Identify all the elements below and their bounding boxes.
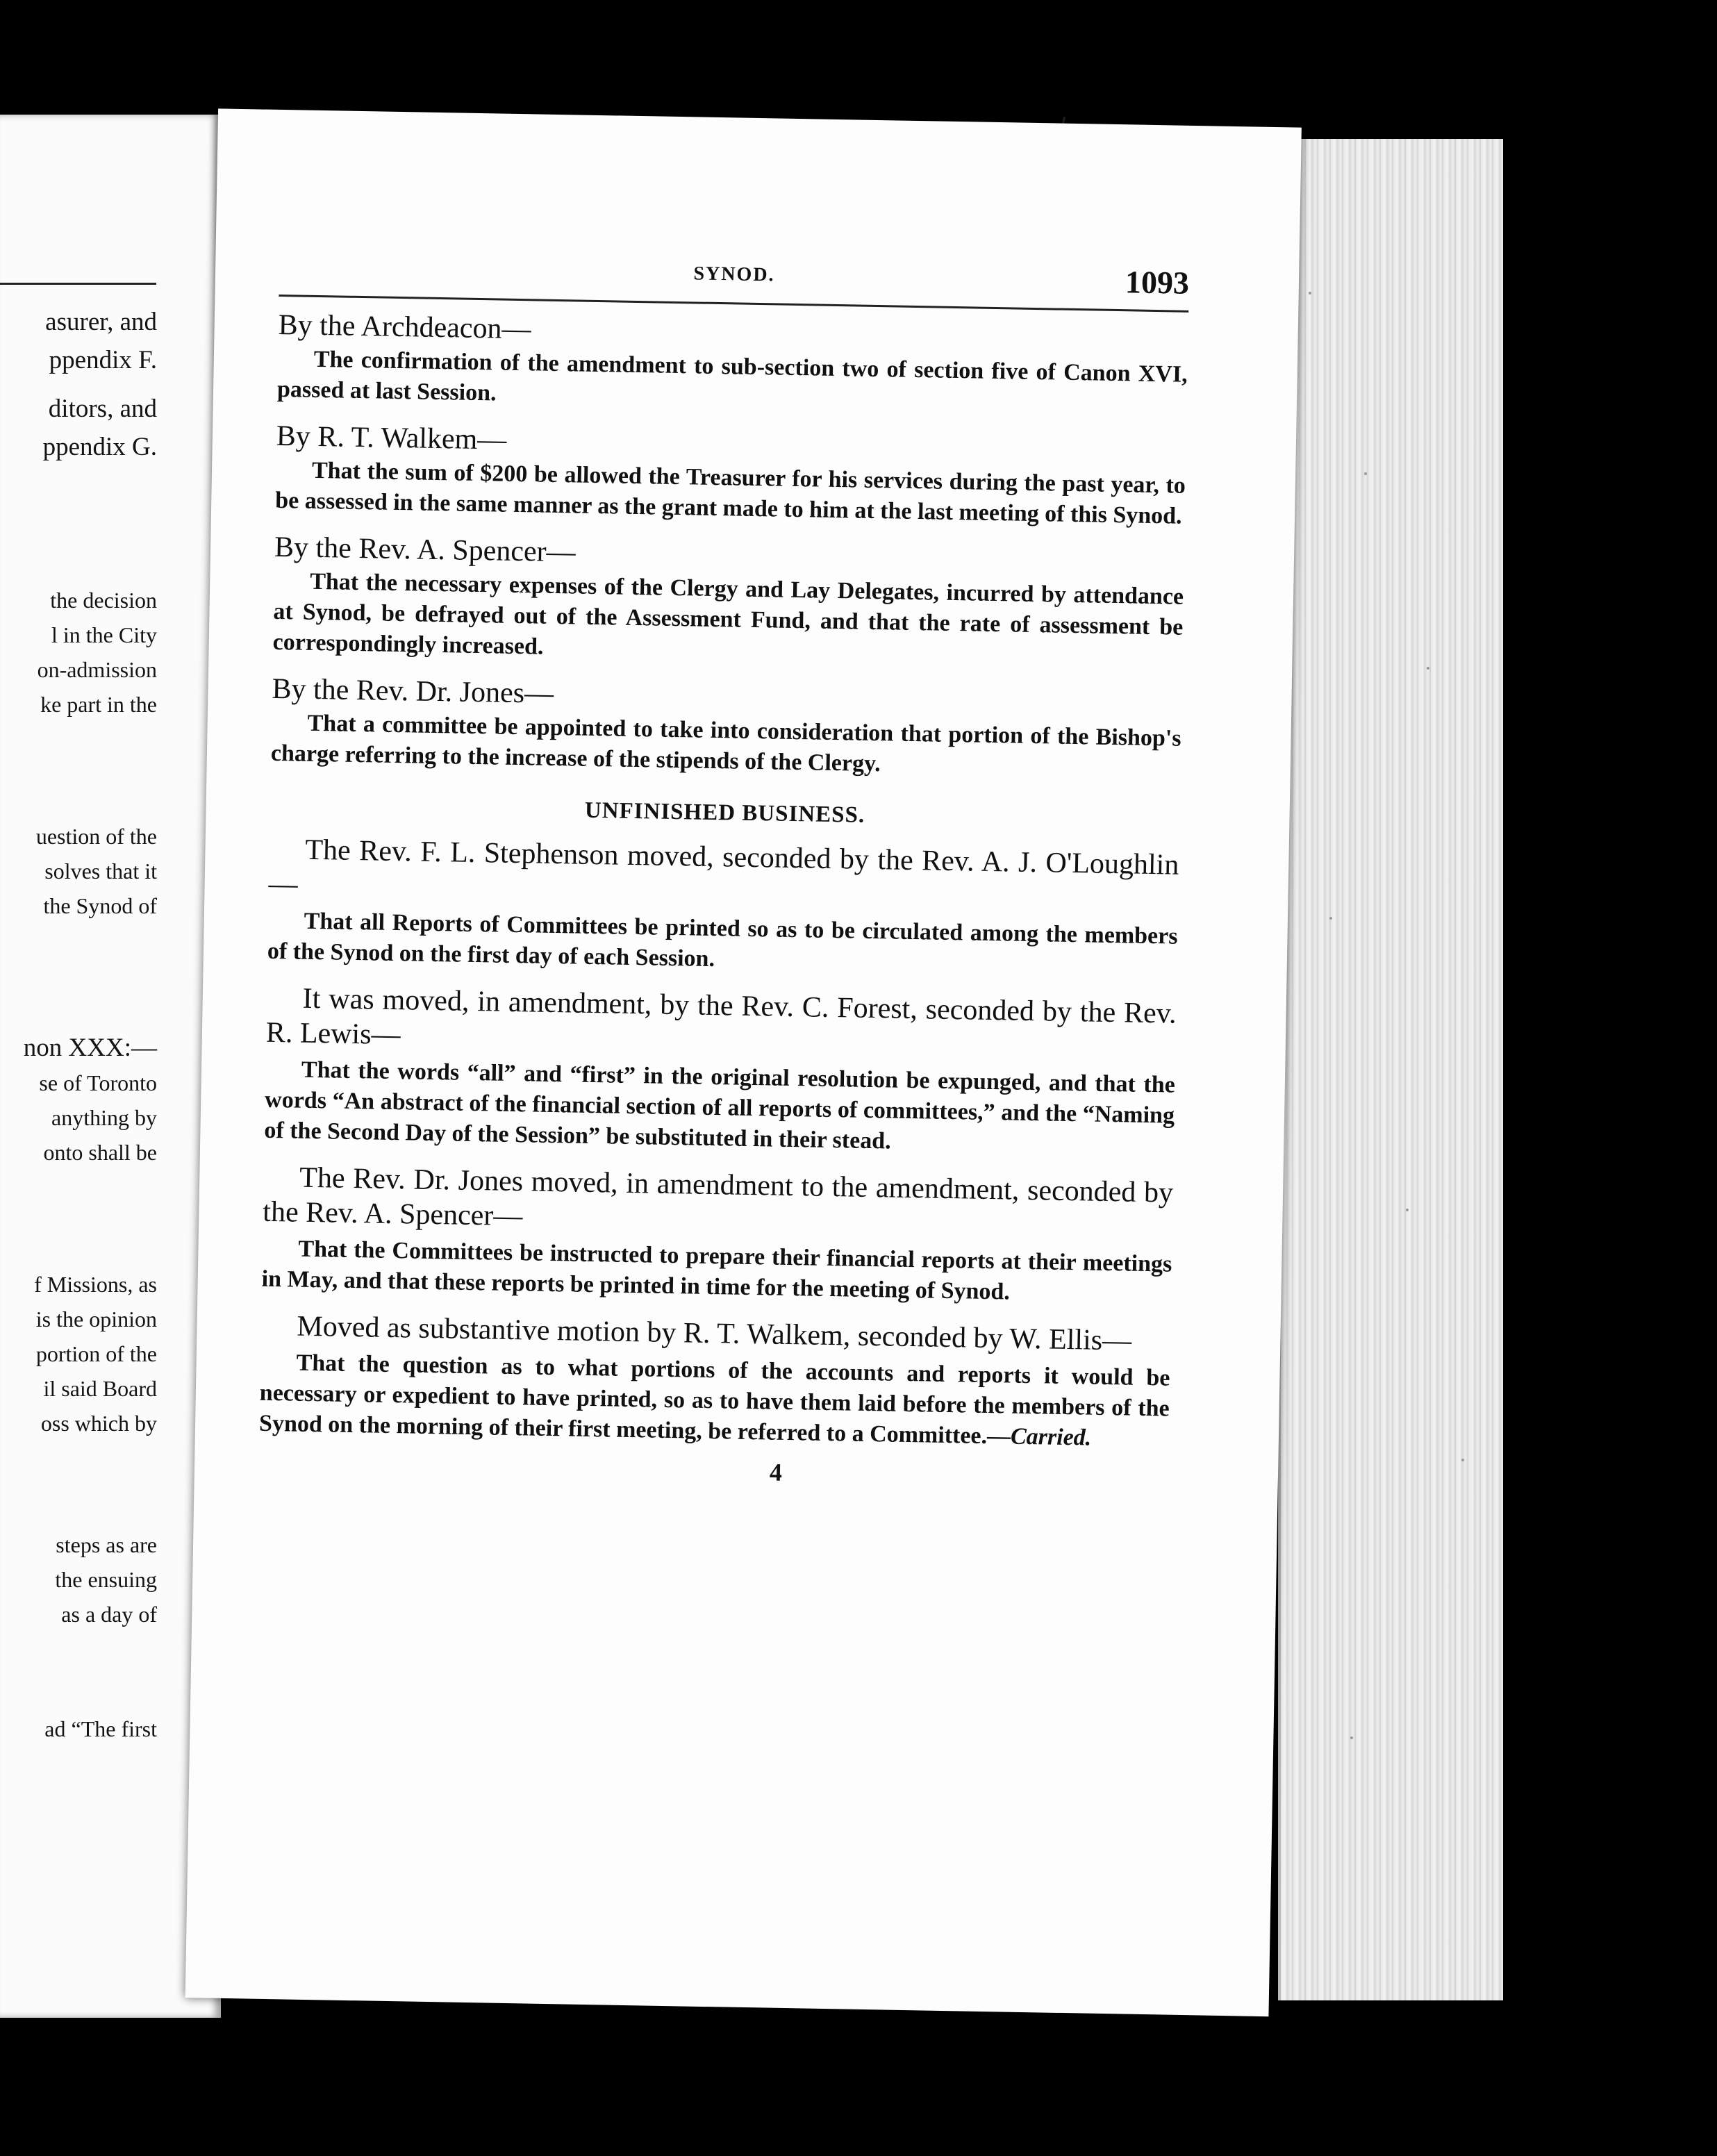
notice-text: That the sum of $200 be allowed the Treasurer for his services during the past year, to be assessed in the same manner as the grant made to him at the last meeting of this Synod.: [274, 457, 1186, 529]
motion: [264, 981, 1177, 1162]
left-fragment: is the opinion: [35, 1307, 157, 1332]
edge-speck: [1427, 667, 1429, 670]
motion-text-body: That the question as to what portions of the accounts and reports it would be necessary or expedient to have printed, so as to have them laid before the members of the Synod on the morning of their first meeting, be referred to a Committee.—: [258, 1350, 1170, 1450]
left-fragment: portion of the: [35, 1341, 157, 1366]
left-fragment: solves that it: [44, 859, 157, 884]
left-fragment: non XXX:—: [23, 1034, 157, 1062]
motion: [261, 1160, 1173, 1311]
notice-heading: By R. T. Walkem—: [276, 420, 507, 456]
notice-heading: By the Rev. Dr. Jones—: [272, 672, 554, 710]
left-fragment: anything by: [51, 1105, 157, 1130]
motion: [259, 1309, 1171, 1455]
left-fragment: steps as are: [56, 1532, 157, 1557]
left-fragment: the Synod of: [43, 893, 157, 918]
left-fragment: as a day of: [61, 1602, 157, 1627]
section-title: UNFINISHED BUSINESS.: [584, 797, 865, 828]
motion-text: [259, 1348, 1170, 1455]
motion-intro: The Rev. Dr. Jones moved, in amendment to the amendment, seconded by the Rev. A. Spencer—: [263, 1161, 1174, 1233]
page-number: 1093: [1125, 264, 1190, 301]
motion-intro: Moved as substantive motion by R. T. Walkem, seconded by W. Ellis—: [297, 1310, 1132, 1357]
edge-speck: [1364, 472, 1367, 475]
notice: [275, 419, 1186, 532]
notice-heading: By the Archdeacon—: [278, 308, 531, 346]
left-fragment: il said Board: [43, 1376, 157, 1401]
left-fragment: on-admission: [37, 657, 157, 682]
left-fragment: ditors, and: [48, 395, 157, 423]
left-fragment: oss which by: [40, 1411, 157, 1436]
left-fragment: onto shall be: [43, 1140, 157, 1165]
notice-text: That a committee be appointed to take into consideration that portion of the Bishop's charge referring to the increase of the stipends of the Clergy.: [270, 710, 1181, 777]
left-fragment: the decision: [50, 588, 157, 613]
motion-intro: It was moved, in amendment, by the Rev. C. Forest, seconded by the Rev. R. Lewis—: [265, 982, 1177, 1052]
motion: [267, 832, 1179, 983]
left-fragment: ke part in the: [40, 692, 157, 717]
motion-text: That all Reports of Committees be printed so as to be circulated among the members of the Synod on the first day of each Session.: [267, 908, 1178, 972]
signature-mark: 4: [769, 1458, 783, 1486]
motion-result: Carried.: [1010, 1423, 1092, 1451]
edge-speck: [1309, 292, 1311, 295]
motion-text: That the Committees be instructed to prepare their financial reports at their meetings in May, and that these reports be printed in time for the meeting of Synod.: [261, 1236, 1172, 1305]
left-fragment: ad “The first: [44, 1716, 157, 1741]
left-fragment: asurer, and: [45, 308, 157, 336]
page-content: [258, 249, 1190, 1494]
notice: [277, 308, 1188, 421]
edge-speck: [1329, 917, 1332, 920]
left-fragment: ppendix F.: [49, 346, 157, 374]
left-fragment: l in the City: [51, 622, 157, 647]
notice-text: The confirmation of the amendment to sub-section two of section five of Canon XVI, passed at last Session.: [276, 346, 1188, 406]
left-fragment: uestion of the: [35, 824, 157, 849]
edge-speck: [1461, 1459, 1464, 1461]
left-fragment: the ensuing: [55, 1567, 157, 1592]
notice: [271, 672, 1182, 785]
left-facing-page: [0, 115, 221, 2018]
notice-text: That the necessary expenses of the Clergy and Lay Delegates, incurred by attendance at Synod, be defrayed out of the Assessment Fund, and that the rate of assessment be correspondingly increased.: [272, 568, 1184, 660]
left-fragment: ppendix G.: [42, 433, 157, 461]
left-fragment: f Missions, as: [34, 1272, 157, 1297]
edge-speck: [1406, 1209, 1409, 1211]
edge-speck: [1350, 1736, 1353, 1739]
notice-heading: By the Rev. A. Spencer—: [274, 531, 576, 569]
motion-intro: The Rev. F. L. Stephenson moved, seconded by the Rev. A. J. O'Loughlin—: [268, 834, 1179, 901]
right-page: [185, 108, 1302, 2016]
motion-text: That the words “all” and “first” in the original resolution be expunged, and that the words “An abstract of the financial section of all reports of committees,” and the “Naming of the Second Day of the Session” be substituted in their stead.: [264, 1056, 1176, 1154]
left-page-rule: [0, 283, 156, 285]
page-edges: [1278, 139, 1503, 2000]
left-fragment: se of Toronto: [39, 1070, 157, 1095]
running-head-title: SYNOD.: [693, 263, 775, 286]
notice: [272, 530, 1184, 674]
